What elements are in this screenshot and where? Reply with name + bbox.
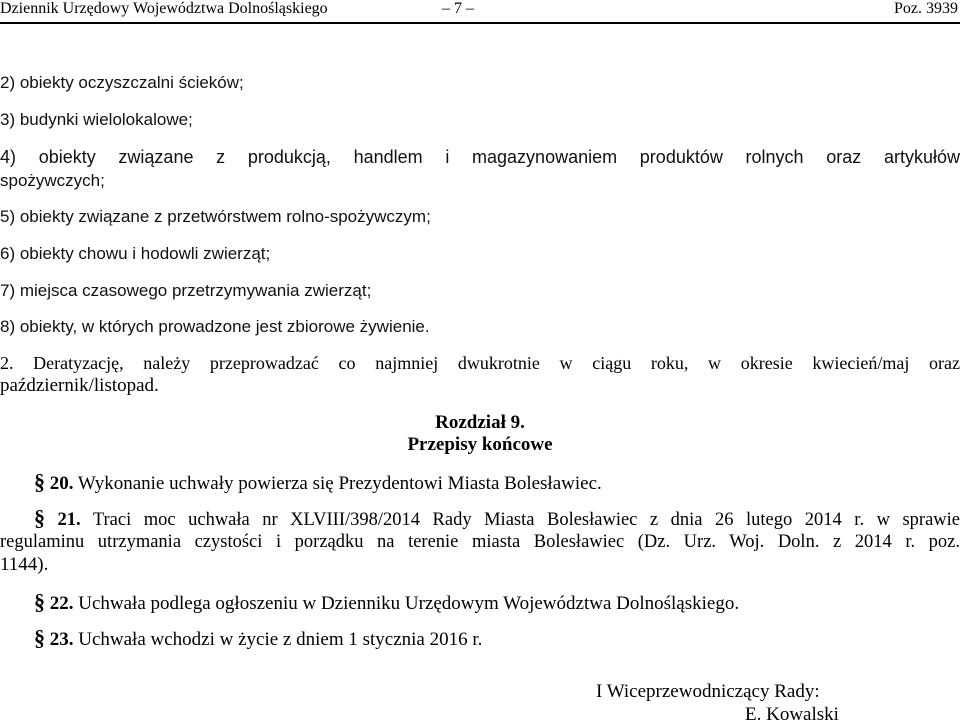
section-21-line3: 1144). [0,554,49,575]
list-item-7: 7) miejsca czasowego przetrzymywania zwierząt; [0,281,372,300]
section-20 [34,471,960,495]
page-header [0,0,960,24]
section-text: Uchwała wchodzi w życie z dniem 1 stycznia 2016 r. [78,629,483,650]
section-symbol: § [34,469,45,494]
section-number: 23. [49,629,74,650]
list-item-5: 5) obiekty związane z przetwórstwem rolno-spożywczym; [0,207,431,226]
section-number: 22. [49,593,74,614]
section-number: 21. [57,510,81,530]
section-symbol: § [34,505,45,530]
section-symbol: § [34,589,45,614]
section-number: 20. [49,473,74,494]
section-text: Wykonanie uchwały powierza się Prezydentowi Miasta Bolesławiec. [77,473,602,494]
list-item-4-line2: spożywczych; [0,171,105,190]
section-22 [34,591,960,615]
page-number: – 7 – [442,0,474,17]
paragraph-2-line2: październik/listopad. [0,375,159,396]
list-item-3: 3) budynki wielolokalowe; [0,110,193,129]
list-item-8: 8) obiekty, w których prowadzone jest zbiorowe żywienie. [0,317,430,336]
section-23 [34,627,960,651]
list-item-4-line1: 4) obiekty związane z produkcją, handlem i magazynowaniem produktów rolnych oraz artykułów [0,147,960,167]
signature-name: E. Kowalski [745,704,839,725]
chapter-subtitle: Przepisy końcowe [407,434,553,455]
section-text: Uchwała podlega ogłoszeniu w Dzienniku Urzędowym Województwa Dolnośląskiego. [78,593,740,614]
journal-title: Dziennik Urzędowy Województwa Dolnośląskiego [0,0,328,17]
position-number: Poz. 3939 [894,0,958,17]
list-item-6: 6) obiekty chowu i hodowli zwierząt; [0,244,271,263]
paragraph-2-line1: 2. Deratyzację, należy przeprowadzać co najmniej dwukrotnie w ciągu roku, w okresie kwiecień/maj oraz [0,353,960,373]
section-symbol: § [34,625,45,650]
section-21-line1 [0,507,960,531]
chapter-title: Rozdział 9. [435,412,525,433]
list-item-2: 2) obiekty oczyszczalni ścieków; [0,73,244,92]
section-text: Traci moc uchwała nr XLVIII/398/2014 Rady Miasta Bolesławiec z dnia 26 lutego 2014 r. w sprawie [92,510,960,530]
section-21-line2: regulaminu utrzymania czystości i porządku na terenie miasta Bolesławiec (Dz. Urz. Woj. Doln. z 2014 r. poz. [0,532,960,552]
signature-role: I Wiceprzewodniczący Rady: [596,681,820,702]
